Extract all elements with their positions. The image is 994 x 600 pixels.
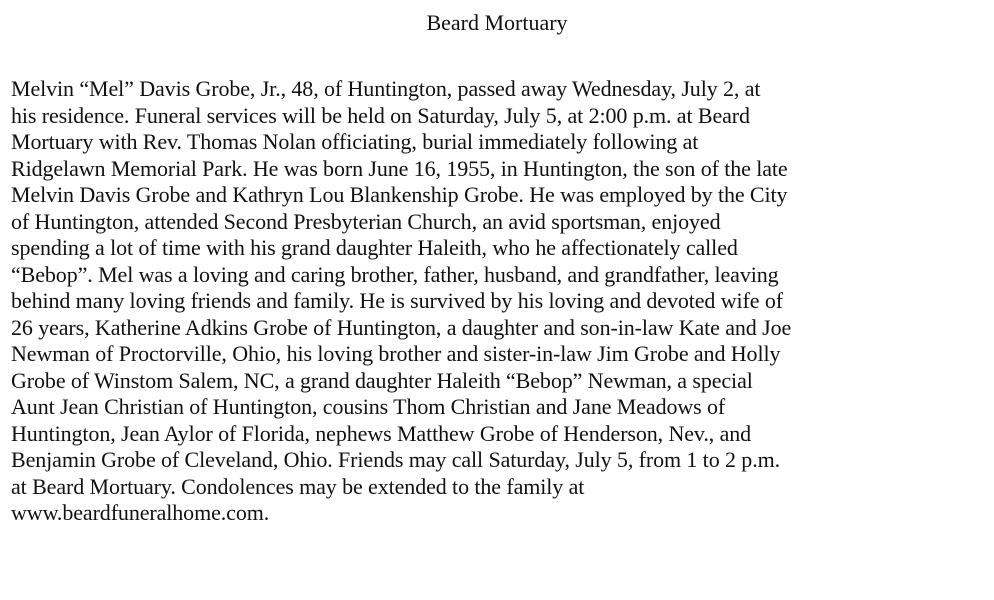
text-line: Aunt Jean Christian of Huntington, cousins Thom Christian and Jane Meadows of	[11, 394, 726, 419]
text-line: of Huntington, attended Second Presbyterian Church, an avid sportsman, enjoyed	[11, 208, 721, 234]
text-line: Huntington, Jean Aylor of Florida, nephews Matthew Grobe of Henderson, Nev., and	[11, 420, 752, 446]
text-line: behind many loving friends and family. He is survived by his loving and devoted wife of	[11, 288, 783, 313]
text-line: Grobe of Winstom Salem, NC, a grand daughter Haleith “Bebop” Newman, a special	[11, 367, 753, 393]
text-line: Ridgelawn Memorial Park. He was born June 16, 1955, in Huntington, the son of the late	[11, 155, 788, 181]
website-link-text: www.beardfuneralhome.com.	[11, 500, 270, 525]
text-line: his residence. Funeral services will be held on Saturday, July 5, at 2:00 p.m. at Beard	[11, 102, 750, 128]
obituary-text	[11, 76, 991, 527]
text-line: Melvin Davis Grobe and Kathryn Lou Blankenship Grobe. He was employed by the City	[11, 182, 788, 207]
text-line: at Beard Mortuary. Condolences may be extended to the family at	[11, 473, 585, 499]
text-line: 26 years, Katherine Adkins Grobe of Huntington, a daughter and son-in-law Kate and Joe	[11, 314, 792, 340]
text-line: Newman of Proctorville, Ohio, his loving brother and sister-in-law Jim Grobe and Holly	[11, 341, 781, 366]
text-line: “Bebop”. Mel was a loving and caring brother, father, husband, and grandfather, leaving	[11, 261, 779, 287]
text-line: Melvin “Mel” Davis Grobe, Jr., 48, of Huntington, passed away Wednesday, July 2, at	[11, 76, 761, 101]
document-title: Beard Mortuary	[426, 10, 568, 35]
text-line: Mortuary with Rev. Thomas Nolan officiating, burial immediately following at	[11, 129, 699, 154]
text-line: spending a lot of time with his grand daughter Haleith, who he affectionately called	[11, 235, 738, 260]
text-line: Benjamin Grobe of Cleveland, Ohio. Friends may call Saturday, July 5, from 1 to 2 p.m.	[11, 447, 781, 472]
